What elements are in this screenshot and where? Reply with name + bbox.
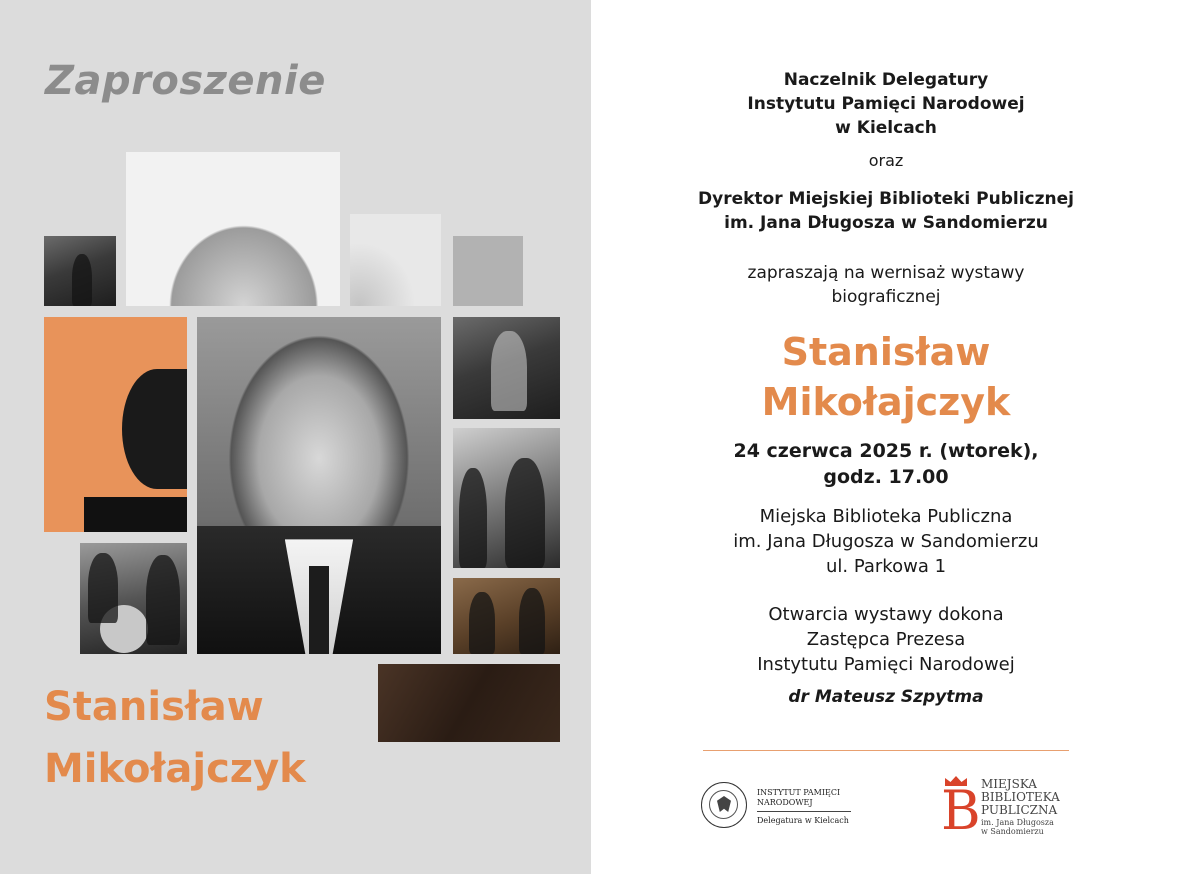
- organizer-library: [591, 187, 1181, 235]
- ipn-logo-name: [757, 788, 840, 808]
- portrait-head-tile: [350, 214, 441, 306]
- library-logo: [941, 776, 1081, 840]
- organizer-ipn: [591, 68, 1181, 140]
- event-venue: [591, 504, 1181, 579]
- library-sub-line: im. Jana Długosza: [981, 818, 1054, 827]
- invitation-right-panel: [591, 0, 1181, 874]
- library-logo-letter: B: [941, 779, 981, 842]
- invite-text: [591, 261, 1181, 309]
- orange-profile-tile: [44, 317, 187, 532]
- opening-line: Instytutu Pamięci Narodowej: [757, 654, 1015, 675]
- event-date-line: 24 czerwca 2025 r. (wtorek),: [733, 440, 1039, 462]
- event-time-line: godz. 17.00: [823, 466, 949, 488]
- photo-tile-walking: [453, 428, 560, 568]
- portrait-top-tile: [126, 152, 340, 306]
- venue-line: Miejska Biblioteka Publiczna: [759, 506, 1013, 527]
- photo-tile-train-window: [453, 317, 560, 419]
- ipn-eagle-seal-icon: [701, 782, 747, 828]
- exhibit-title-line: Mikołajczyk: [761, 380, 1011, 424]
- library-logo-subtitle: [981, 818, 1054, 836]
- library-sub-line: w Sandomierzu: [981, 827, 1044, 836]
- photo-tile-crowd-microphone: [453, 578, 560, 654]
- opening-line: Otwarcia wystawy dokona: [768, 604, 1004, 625]
- venue-address: ul. Parkowa 1: [825, 556, 947, 577]
- library-name-line: BIBLIOTEKA: [981, 790, 1060, 804]
- ipn-logo-branch: Delegatura w Kielcach: [757, 816, 849, 825]
- main-portrait-photo: [197, 317, 441, 654]
- opening-info: [591, 602, 1181, 677]
- organizer-ipn-line: Naczelnik Delegatury: [783, 70, 989, 90]
- dark-texture-tile: [378, 664, 560, 742]
- venue-line: im. Jana Długosza w Sandomierzu: [733, 531, 1039, 552]
- organizer-library-line: im. Jana Długosza w Sandomierzu: [724, 213, 1048, 233]
- library-name-line: PUBLICZNA: [981, 803, 1058, 817]
- ipn-logo-rule: [757, 811, 851, 812]
- speaker-name: dr Mateusz Szpytma: [788, 687, 984, 707]
- ipn-name-line: INSTYTUT PAMIĘCI: [757, 788, 841, 797]
- photo-tile-crowd: [44, 236, 116, 306]
- library-logo-name: [981, 778, 1060, 817]
- library-name-line: MIEJSKA: [981, 777, 1037, 791]
- invite-line: biograficznej: [831, 287, 941, 307]
- invite-line: zapraszają na wernisaż wystawy: [747, 263, 1025, 283]
- organizer-library-line: Dyrektor Miejskiej Biblioteki Publicznej: [698, 189, 1074, 209]
- photo-tile-globe: [80, 543, 187, 654]
- footer-divider: [703, 750, 1069, 751]
- invitation-heading: Zaproszenie: [45, 58, 326, 104]
- organizer-ipn-line: Instytutu Pamięci Narodowej: [747, 94, 1025, 114]
- ipn-logo: [701, 782, 861, 830]
- exhibit-title-line: Stanisław: [781, 330, 991, 374]
- organizer-ipn-line: w Kielcach: [835, 118, 937, 138]
- left-name-line1: Stanisław: [44, 684, 264, 730]
- event-date: [591, 438, 1181, 490]
- exhibit-title: [591, 327, 1181, 427]
- ipn-name-line: NARODOWEJ: [757, 798, 813, 807]
- left-name-line2: Mikołajczyk: [44, 746, 306, 792]
- opening-line: Zastępca Prezesa: [806, 629, 966, 650]
- gray-tile: [453, 236, 523, 306]
- conjunction-text: oraz: [868, 151, 904, 170]
- left-exhibit-name: [44, 676, 306, 800]
